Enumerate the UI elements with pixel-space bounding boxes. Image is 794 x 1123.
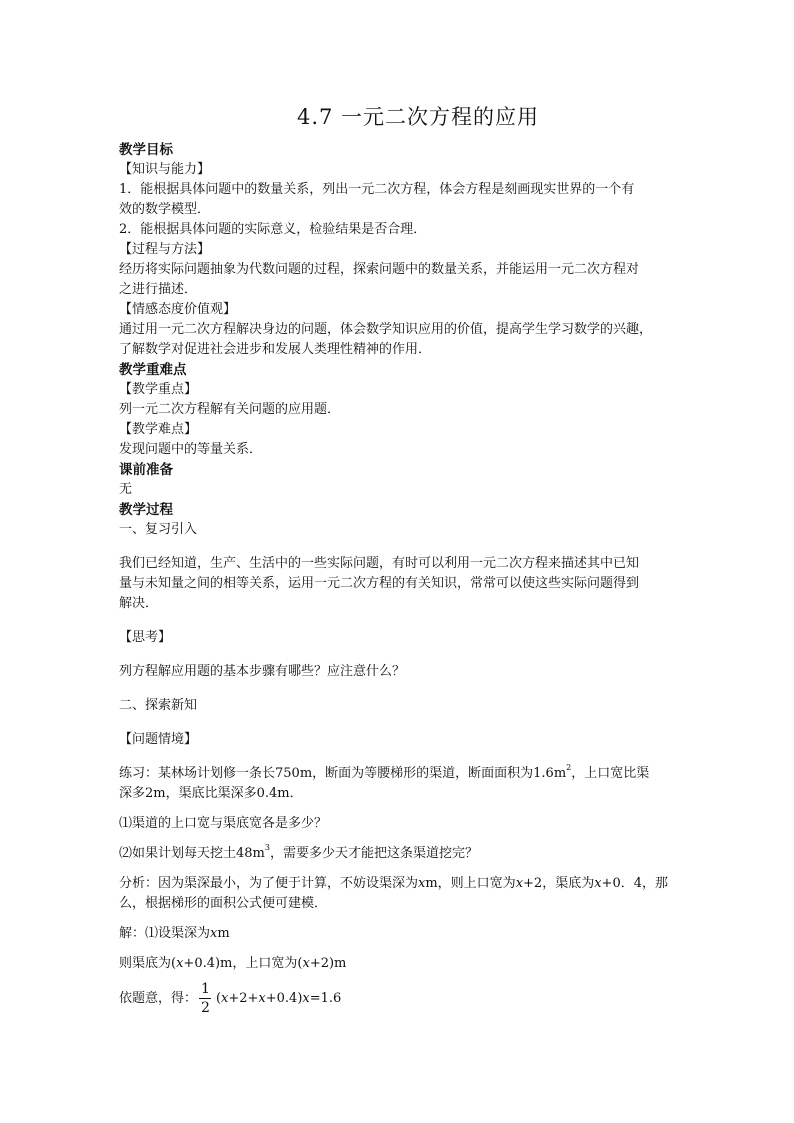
emotion-label: 【情感态度价值观】: [119, 302, 237, 317]
process-method-b: 之进行描述．: [119, 282, 198, 297]
situation-label: 【问题情境】: [119, 732, 198, 747]
emotion-b: 了解数学对促进社会进步和发展人类理性精神的作用．: [119, 342, 432, 357]
page-title: 4.7 一元二次方程的应用: [296, 105, 540, 129]
fraction-one-half: $\frac{1}{2}$: [201, 981, 210, 1016]
review-a: 我们已经知道，生产、生活中的一些实际问题，有时可以利用一元二次方程来描述其中已知: [119, 556, 640, 571]
difficulty-text: 发现问题中的等量关系．: [119, 442, 263, 457]
then-line: 则渠底为(x+0.4)m，上口宽为(x+2)m: [119, 956, 347, 971]
review-b: 量与未知量之间的相等关系，运用一元二次方程的有关知识，常常可以使这些实际问题得到: [119, 576, 640, 591]
review-c: 解决．: [119, 596, 159, 611]
solution-line: 解：⑴设渠深为xm: [119, 926, 230, 941]
process-method-a: 经历将实际问题抽象为代数问题的过程，探索问题中的数量关系，并能运用一元二次方程对: [119, 262, 640, 277]
knowledge-item-1b: 效的数学模型．: [119, 202, 211, 217]
question-1: ⑴渠道的上口宽与渠底宽各是多少？: [119, 816, 328, 831]
review-label: 一、复习引入: [119, 522, 198, 537]
exercise-line-b: 深多2m，渠底比渠深多0.4m．: [119, 786, 303, 801]
focus-text: 列一元二次方程解有关问题的应用题．: [119, 402, 341, 417]
analysis-line-b: 么，根据梯形的面积公式便可建模．: [119, 896, 328, 911]
exercise-line-a: 练习：某林场计划修一条长750m，断面为等腰梯形的渠道，断面面积为$1.6m^2$，上口宽比渠: [119, 763, 650, 781]
document-content: [119, 104, 679, 1017]
prep-text: 无: [119, 482, 133, 497]
process-method-label: 【过程与方法】: [119, 242, 211, 257]
knowledge-item-1a: 1．能根据具体问题中的数量关系，列出一元二次方程，体会方程是刻画现实世界的一个有: [119, 182, 635, 197]
knowledge-label: 【知识与能力】: [119, 162, 211, 177]
question-2: ⑵如果计划每天挖土$48m^3$，需要多少天才能把这条渠道挖完？: [119, 843, 478, 861]
prep-heading: 课前准备: [119, 462, 173, 478]
process-heading: 教学过程: [119, 502, 173, 518]
think-label: 【思考】: [119, 630, 172, 645]
goals-heading: 教学目标: [119, 142, 173, 158]
think-text: 列方程解应用题的基本步骤有哪些？应注意什么？: [119, 664, 406, 679]
explore-label: 二、探索新知: [119, 698, 198, 713]
keypoints-heading: 教学重难点: [119, 362, 187, 378]
difficulty-label: 【教学难点】: [119, 422, 198, 437]
analysis-line-a: 分析：因为渠深最小，为了便于计算，不妨设渠深为xm，则上口宽为x+2，渠底为x+0．4，那: [119, 876, 668, 891]
knowledge-item-2: 2．能根据具体问题的实际意义，检验结果是否合理．: [119, 222, 427, 237]
equation-line: 依题意，得： $\frac{1}{2}$ (x+2+x+0.4)x=1.6: [119, 981, 342, 1016]
emotion-a: 通过用一元二次方程解决身边的问题，体会数学知识应用的价值，提高学生学习数学的兴趣，: [119, 322, 653, 337]
focus-label: 【教学重点】: [119, 382, 198, 397]
